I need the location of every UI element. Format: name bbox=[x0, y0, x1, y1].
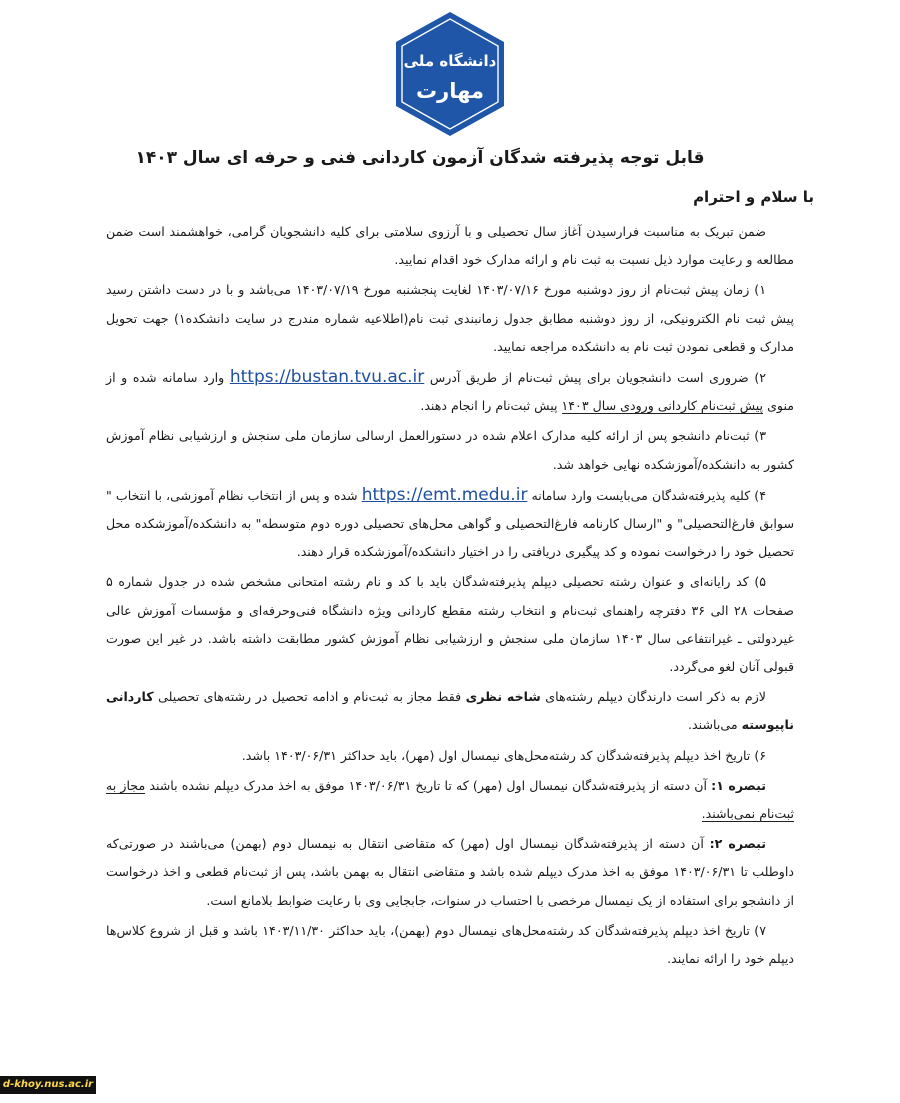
university-logo bbox=[394, 10, 506, 138]
item-3: ۳) ثبت‌نام دانشجو پس از ارائه کلیه مدارک اعلام شده در دستورالعمل ارسالی سازمان ملی سنجش و ارزشیابی نظام آموزش کشور به دانشکده/آموزشکده نهایی خواهد شد. bbox=[106, 428, 794, 472]
logo-line1: دانشگاه ملی bbox=[403, 52, 497, 70]
item-4 bbox=[106, 481, 794, 567]
note-5-emphasis-1: شاخه نظری bbox=[465, 689, 541, 705]
item-2-menu-name: پیش ثبت‌نام کاردانی ورودی سال ۱۴۰۳ bbox=[561, 398, 764, 414]
item-4-text-end: شده و پس از انتخاب نظام آموزشی، با انتخاب " سوابق فارغ‌التحصیلی" و "ارسال کارنامه فارغ‌التحصیلی و گواهی محل‌های تحصیلی دوره دوم متوسطه" به دانشکده/آموزشکده محل تحصیل خود را درخواست نموده و کد پیگیری دریافتی را در اختیار دانشکده/آموزشکده قرار دهند. bbox=[106, 487, 794, 560]
announcement-body bbox=[106, 218, 794, 975]
item-1: ۱) زمان پیش ثبت‌نام از روز دوشنبه مورخ ۱۴۰۳/۰۷/۱۶ لغایت پنجشنبه مورخ ۱۴۰۳/۰۷/۱۹ می‌باشد و با در دست داشتن رسید پیش ثبت نام الکترونیکی، از روز دوشنبه مطابق جدول زمانبندی ثبت نام(اطلاعیه شماره مندرج در سایت دانشکده۱) جهت تحویل مدارک و قطعی نمودن ثبت نام به دانشکده مراجعه نمایید. bbox=[106, 282, 794, 354]
item-4-text: ۴) کلیه پذیرفته‌شدگان می‌بایست وارد سامانه bbox=[531, 487, 766, 503]
note-5-text-end: می‌باشند. bbox=[688, 717, 738, 733]
page-title: قابل توجه پذیرفته شدگان آزمون کاردانی فنی و حرفه ای سال ۱۴۰۳ bbox=[135, 148, 705, 168]
note-1 bbox=[106, 772, 794, 828]
item-7: ۷) تاریخ اخذ دیپلم پذیرفته‌شدگان کد رشته‌محل‌های نیمسال دوم (بهمن)، باید حداکثر ۱۴۰۳/۱۱/۳۰ باشد و قبل از شروع کلاس‌ها دیپلم خود را ارائه نمایند. bbox=[106, 922, 794, 967]
emt-link[interactable]: https://emt.medu.ir bbox=[361, 484, 528, 505]
item-5: ۵) کد رایانه‌ای و عنوان رشته تحصیلی دیپلم پذیرفته‌شدگان باید با کد و نام رشته امتحانی مشخص شده در جدول شماره ۵ صفحات ۲۸ الی ۳۶ دفترچه راهنمای ثبت‌نام و انتخاب رشته مقطع کاردانی ویژه دانشگاه فنی‌وحرفه‌ای و مؤسسات آموزش عالی غیردولتی ـ غیرانتفاعی سال ۱۴۰۳ سازمان ملی سنجش و ارزشیابی نظام آموزش کشور مطابقت داشته باشد. در غیر این صورت قبولی آنان لغو می‌گردد. bbox=[106, 574, 794, 675]
item-2 bbox=[106, 363, 794, 420]
note-2 bbox=[106, 830, 794, 915]
item-2-text-middle: وارد سامانه شده و از منوی bbox=[106, 370, 794, 414]
greeting: با سلام و احترام bbox=[693, 188, 814, 206]
item-5-note bbox=[106, 683, 794, 739]
site-watermark: d-khoy.nus.ac.ir bbox=[0, 1076, 96, 1094]
item-2-text: ۲) ضروری است دانشجویان برای پیش ثبت‌نام از طریق آدرس bbox=[429, 370, 767, 386]
intro-paragraph: ضمن تبریک به مناسبت فرارسیدن آغاز سال تحصیلی و با آرزوی سلامتی برای کلیه دانشجویان گرامی، خواهشمند است ضمن مطالعه و رعایت موارد ذیل نسبت به ثبت نام و ارائه مدارک خود اقدام نمایید. bbox=[106, 224, 794, 268]
note-5-emphasis-2: کاردانی ناپیوسته bbox=[106, 689, 794, 733]
note-2-label: تبصره ۲: bbox=[709, 836, 766, 852]
item-2-text-end: پیش ثبت‌نام را انجام دهند. bbox=[420, 398, 558, 414]
item-6: ۶) تاریخ اخذ دیپلم پذیرفته‌شدگان کد رشته‌محل‌های نیمسال اول (مهر)، باید حداکثر ۱۴۰۳/۰۶/۳۱ باشد. bbox=[241, 747, 766, 763]
note-5-text-middle: فقط مجاز به ثبت‌نام و ادامه تحصیل در رشته‌های تحصیلی bbox=[158, 689, 462, 705]
note-2-text: آن دسته از پذیرفته‌شدگان نیمسال اول (مهر) که متقاضی انتقال به نیمسال دوم (بهمن) می‌باشند در صورتی‌که داوطلب تا ۱۴۰۳/۰۶/۳۱ موفق به اخذ مدرک دیپلم شده باشد و متقاضی انتقال به بهمن باشد، پس از ثبت‌نام قطعی و اخذ درخواست از دانشجو برای استفاده از یک نیمسال مرخصی با احتساب در سنوات، جابجایی وی با رعایت ضوابط بلامانع است. bbox=[106, 836, 794, 908]
note-1-emphasis: مجاز به ثبت‌نام نمی‌باشند. bbox=[106, 777, 794, 822]
bustan-link[interactable]: https://bustan.tvu.ac.ir bbox=[229, 367, 425, 388]
logo-line2: مهارت bbox=[416, 79, 484, 103]
note-1-text: آن دسته از پذیرفته‌شدگان نیمسال اول (مهر) که تا تاریخ ۱۴۰۳/۰۶/۳۱ موفق به اخذ مدرک دیپلم نشده باشند bbox=[149, 777, 708, 793]
note-5-text: لازم به ذکر است دارندگان دیپلم رشته‌های bbox=[545, 689, 766, 705]
note-1-label: تبصره ۱: bbox=[711, 777, 766, 793]
